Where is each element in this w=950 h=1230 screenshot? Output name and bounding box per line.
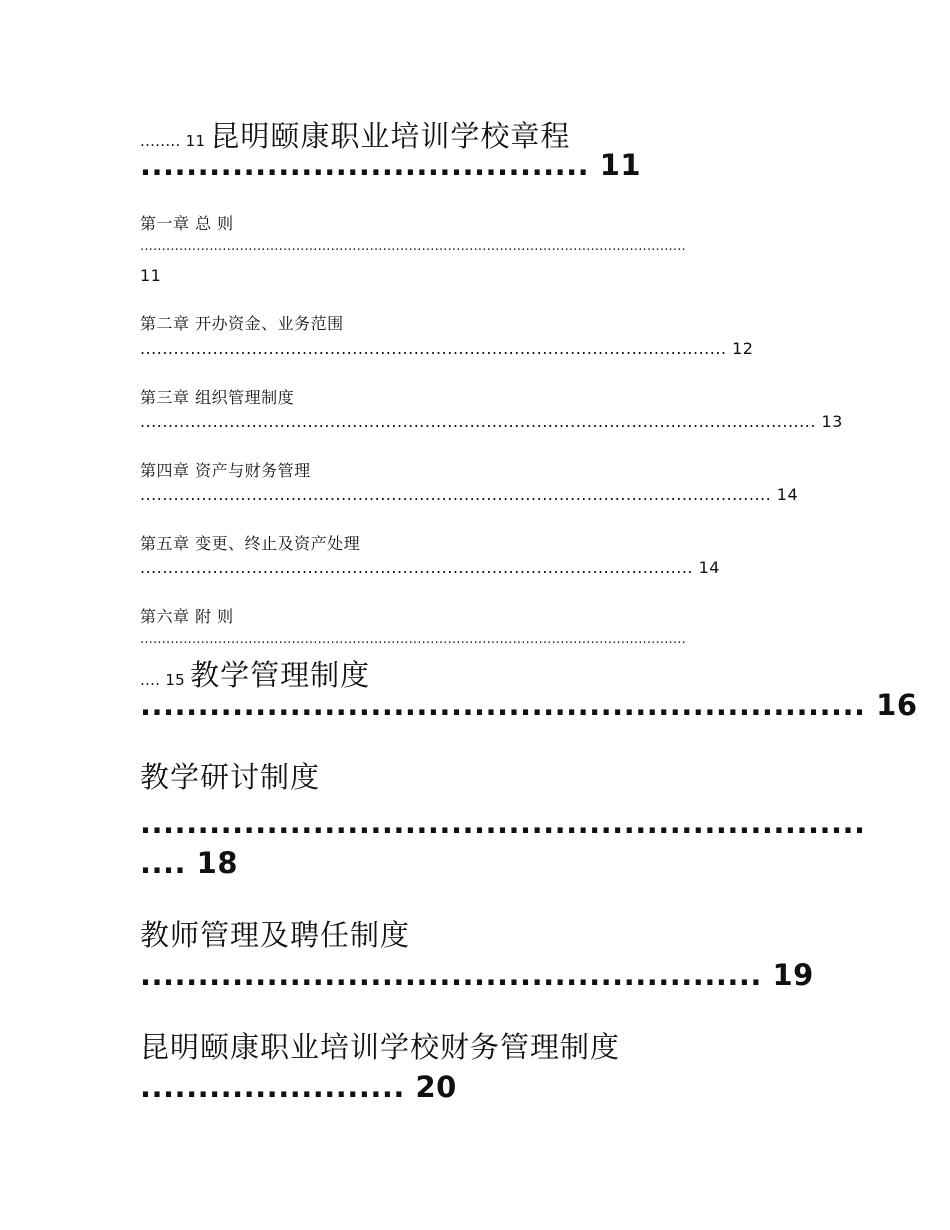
toc-chapter-5-title[interactable]: 第五章 变更、终止及资产处理	[140, 534, 361, 553]
toc-entry-finance-leader: ....................... 20	[140, 1070, 457, 1104]
toc-entry-teaching-title: 教学管理制度	[190, 658, 371, 692]
toc-entry-teaching-prefix: .... 15	[140, 671, 186, 689]
toc-chapter-5-leader: ................................................................................................... 14	[140, 558, 720, 577]
toc-chapter-2-leader: ......................................................................................................... 12	[140, 339, 754, 358]
toc-entry-charter-title: 昆明颐康职业培训学校章程	[210, 119, 571, 153]
toc-entry-research-leader: ...............................................................	[140, 806, 866, 840]
toc-chapter-4-leader: ................................................................................................................. 14	[140, 485, 799, 504]
toc-chapter-4-title[interactable]: 第四章 资产与财务管理	[140, 461, 311, 480]
toc-entry-research-title[interactable]: 教学研讨制度	[140, 760, 321, 794]
toc-entry-teacher-title[interactable]: 教师管理及聘任制度	[140, 918, 411, 952]
toc-entry-teacher-leader: ...................................................... 19	[140, 958, 814, 992]
toc-entry-charter-prefix: ........ 11	[140, 132, 206, 150]
toc-entry-finance-title[interactable]: 昆明颐康职业培训学校财务管理制度	[140, 1030, 621, 1064]
toc-entry-charter-leader: ....................................... 11	[140, 148, 642, 182]
toc-chapter-2-title[interactable]: 第二章 开办资金、业务范围	[140, 314, 344, 333]
toc-entry-teaching-leader: ............................................................... 16	[140, 688, 918, 722]
toc-chapter-3-leader: ......................................................................................................................... 13	[140, 412, 843, 431]
toc-chapter-1-page: 11	[140, 266, 162, 285]
toc-chapter-1-title[interactable]: 第一章 总 则	[140, 214, 234, 233]
toc-chapter-3-title[interactable]: 第三章 组织管理制度	[140, 388, 295, 407]
toc-chapter-1-leader: ..............................................................................................................................	[140, 239, 686, 254]
toc-chapter-6-leader: ..............................................................................................................................	[140, 632, 686, 647]
toc-chapter-6-title[interactable]: 第六章 附 则	[140, 607, 234, 626]
toc-entry-research-page: .... 18	[140, 846, 239, 880]
